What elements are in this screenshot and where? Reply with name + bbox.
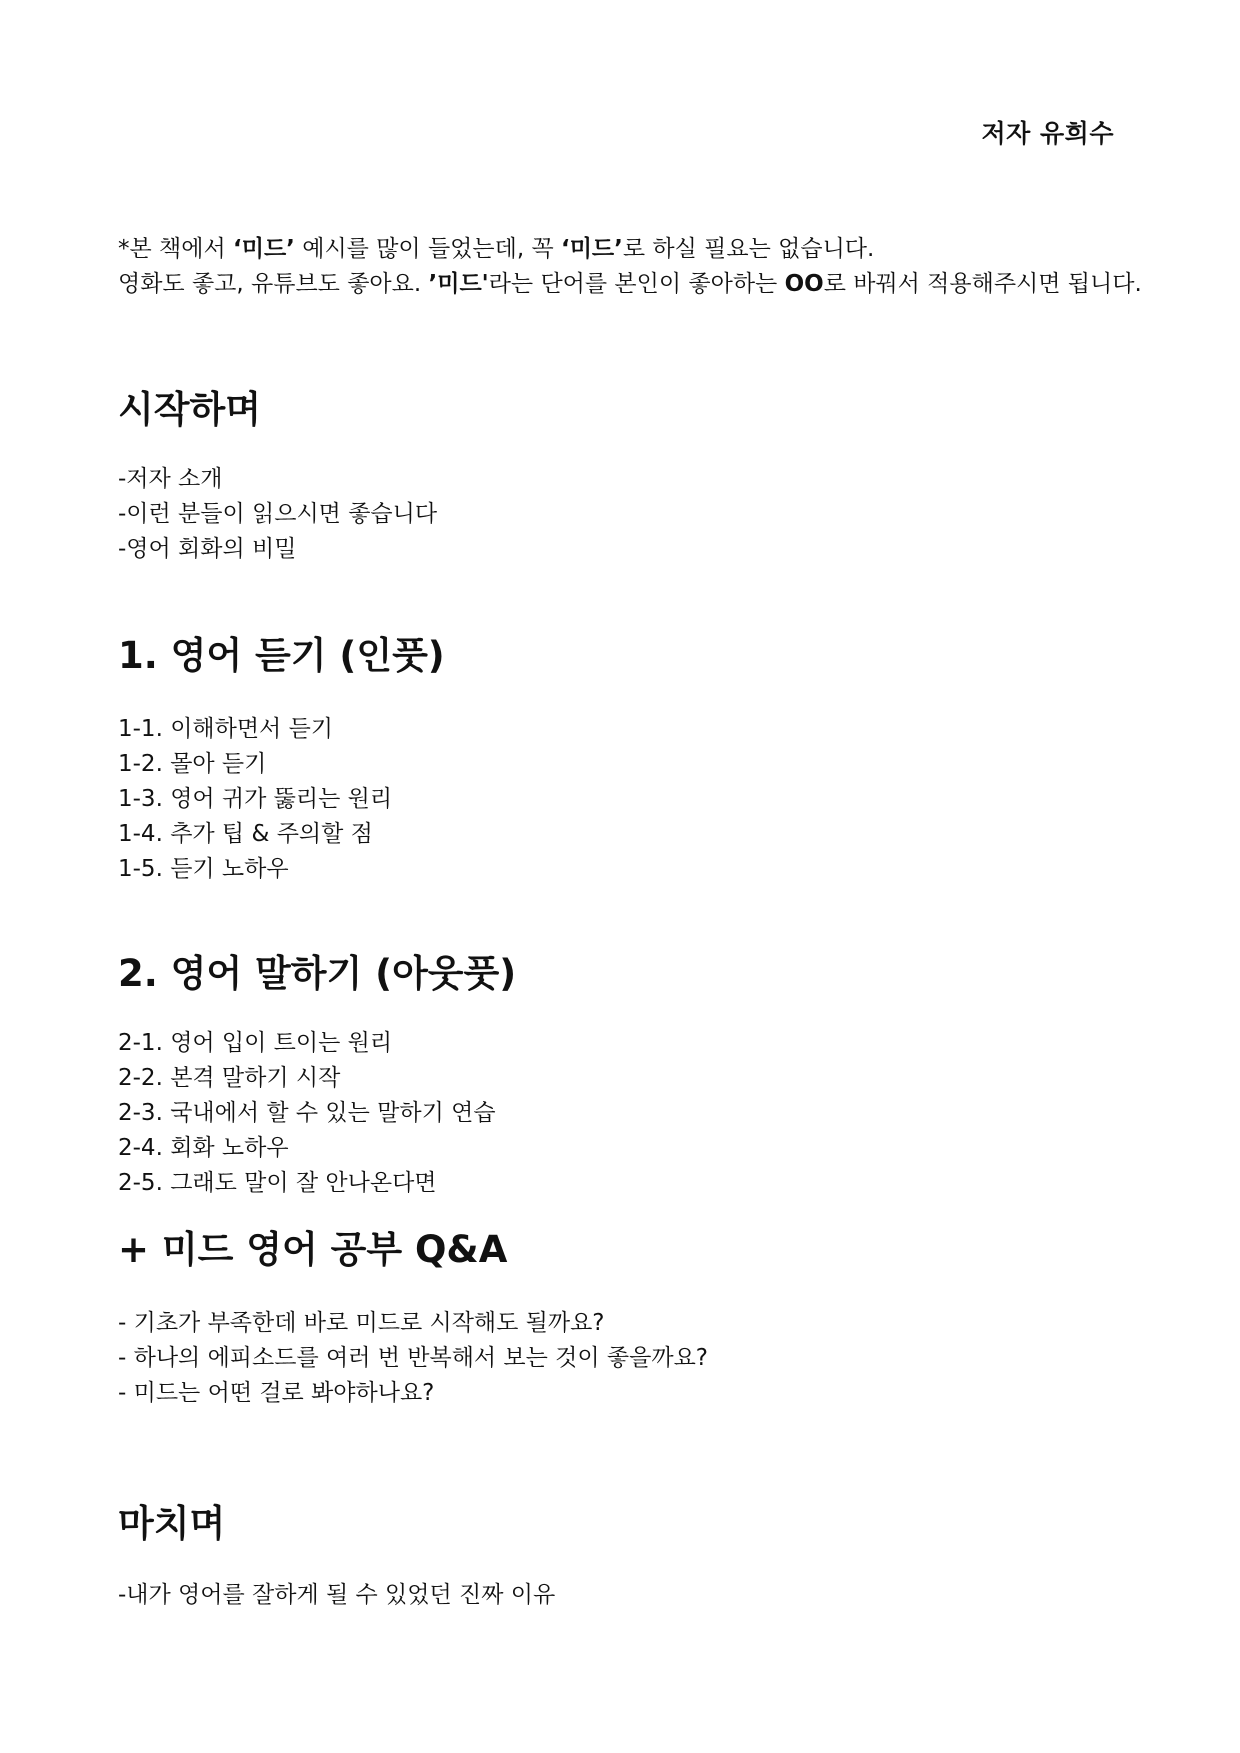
toc-item: 2-1. 영어 입이 트이는 원리: [118, 1030, 393, 1056]
section-speaking: [118, 950, 1118, 1201]
note-emphasis: ‘미드’: [560, 236, 623, 262]
note-text: 예시를 많이 들었는데, 꼭: [294, 236, 561, 262]
toc-list: [118, 1306, 1118, 1411]
toc-item: 2-5. 그래도 말이 잘 안나온다면: [118, 1170, 437, 1196]
section-listening: [118, 632, 1118, 887]
toc-item: - 미드는 어떤 걸로 봐야하나요?: [118, 1380, 435, 1406]
section-title: 1. 영어 듣기 (인풋): [118, 634, 445, 677]
toc-item: -내가 영어를 잘하게 될 수 있었던 진짜 이유: [118, 1582, 556, 1608]
note-text: 라는 단어를 본인이 좋아하는: [488, 271, 785, 297]
toc-list: [118, 1578, 1118, 1613]
toc-item: 1-5. 듣기 노하우: [118, 856, 289, 882]
section-qa: [118, 1226, 1118, 1411]
toc-item: - 기초가 부족한데 바로 미드로 시작해도 될까요?: [118, 1310, 605, 1336]
toc-item: - 하나의 에피소드를 여러 번 반복해서 보는 것이 좋을까요?: [118, 1345, 709, 1371]
section-title: + 미드 영어 공부 Q&A: [118, 1228, 508, 1271]
note-line-2: [118, 267, 1178, 302]
section-closing: [118, 1500, 1118, 1613]
author-name: 저자 유희수: [981, 119, 1114, 148]
section-title: 마치며: [118, 1502, 226, 1545]
note-text: 로 바꿔서 적용해주시면 됩니다.: [823, 271, 1142, 297]
note-line-1: [118, 232, 1178, 267]
toc-item: 2-3. 국내에서 할 수 있는 말하기 연습: [118, 1100, 496, 1126]
toc-item: -영어 회화의 비밀: [118, 536, 297, 562]
toc-item: 1-4. 추가 팁 & 주의할 점: [118, 821, 373, 847]
usage-note: [118, 232, 1178, 302]
toc-item: 2-2. 본격 말하기 시작: [118, 1065, 341, 1091]
section-title: 2. 영어 말하기 (아웃풋): [118, 952, 517, 995]
toc-list: [118, 462, 1118, 567]
note-emphasis: ’미드': [428, 271, 489, 297]
toc-item: 1-1. 이해하면서 듣기: [118, 716, 334, 742]
note-text: *본 책에서: [118, 236, 233, 262]
toc-item: -이런 분들이 읽으시면 좋습니다: [118, 501, 438, 527]
toc-item: 1-3. 영어 귀가 뚫리는 원리: [118, 786, 393, 812]
toc-list: [118, 712, 1118, 887]
toc-item: 1-2. 몰아 듣기: [118, 751, 267, 777]
note-text: 영화도 좋고, 유튜브도 좋아요.: [118, 271, 429, 297]
section-intro: [118, 386, 1118, 567]
toc-item: -저자 소개: [118, 466, 223, 492]
note-emphasis: OO: [784, 271, 824, 297]
section-title: 시작하며: [118, 388, 261, 431]
toc-list: [118, 1026, 1118, 1201]
note-emphasis: ‘미드’: [233, 236, 295, 262]
toc-item: 2-4. 회화 노하우: [118, 1135, 289, 1161]
note-text: 로 하실 필요는 없습니다.: [622, 236, 875, 262]
